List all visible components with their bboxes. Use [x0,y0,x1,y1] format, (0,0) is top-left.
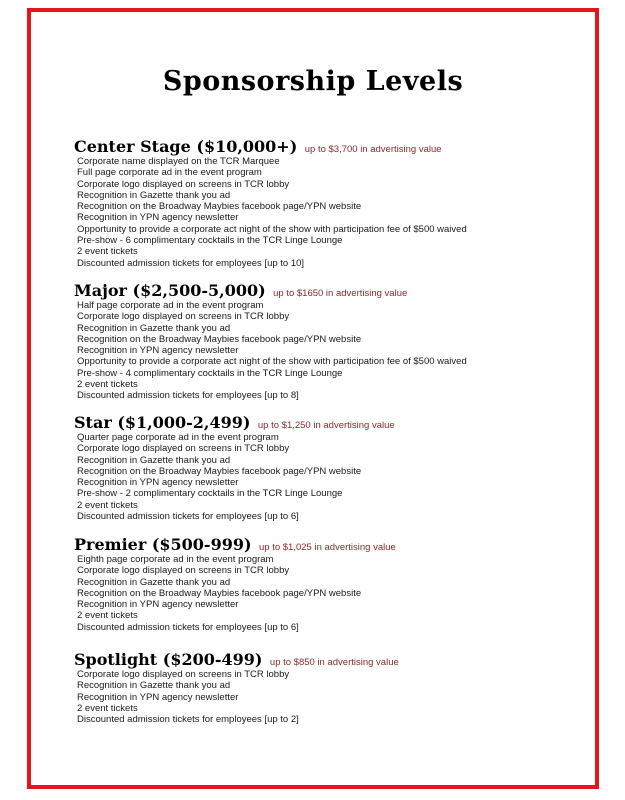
level-heading [74,413,587,432]
benefit-item: Recognition in Gazette thank you ad [77,189,231,201]
benefit-item: Discounted admission tickets for employees [up to 8] [77,390,299,402]
document-page [27,8,599,789]
benefit-item: Full page corporate ad in the event program [77,167,262,179]
benefit-item: Discounted admission tickets for employees [up to 6] [77,621,299,633]
sponsorship-level-center-stage [74,137,587,269]
benefit-item: Recognition in YPN agency newsletter [77,691,239,703]
level-heading [74,650,587,669]
benefit-item: Recognition on the Broadway Maybies facebook page/YPN website [77,201,362,213]
benefit-list [74,432,587,522]
benefit-item: Recognition in Gazette thank you ad [77,576,231,588]
level-name: Premier ($500-999) [74,535,252,554]
benefit-item: Opportunity to provide a corporate act night of the show with participation fee of $500 waived [77,223,467,235]
benefit-item: Recognition in YPN agency newsletter [77,477,239,489]
benefit-item: Quarter page corporate ad in the event program [77,432,279,443]
benefit-item: Corporate logo displayed on screens in TCR lobby [77,311,290,323]
benefit-item: Eighth page corporate ad in the event program [77,554,274,565]
page-title: Sponsorship Levels [162,66,464,97]
benefit-item: Corporate logo displayed on screens in TCR lobby [77,443,290,455]
level-advertising-value: up to $1650 in advertising value [273,288,408,299]
benefit-item: Corporate name displayed on the TCR Marquee [77,156,280,167]
level-name: Major ($2,500-5,000) [74,281,266,300]
benefit-item: Recognition in Gazette thank you ad [77,454,231,466]
benefit-item: Pre-show - 6 complimentary cocktails in the TCR Linge Lounge [77,235,343,247]
benefit-list [74,554,587,633]
sponsorship-level-star [74,413,587,522]
level-heading [74,281,587,300]
benefit-item: Corporate logo displayed on screens in TCR lobby [77,178,290,190]
level-name: Star ($1,000-2,499) [74,413,251,432]
benefit-item: 2 event tickets [77,499,138,511]
benefit-item: 2 event tickets [77,246,138,258]
level-heading [74,535,587,554]
level-advertising-value: up to $3,700 in advertising value [304,144,442,155]
benefit-item: Recognition on the Broadway Maybies facebook page/YPN website [77,587,362,599]
benefit-list [74,300,587,402]
benefit-item: Pre-show - 4 complimentary cocktails in the TCR Linge Lounge [77,367,343,379]
benefit-item: Discounted admission tickets for employees [up to 6] [77,511,299,523]
benefit-list [74,156,587,269]
sponsorship-level-major [74,281,587,402]
level-advertising-value: up to $1,250 in advertising value [257,420,395,431]
benefit-item: Discounted admission tickets for employees [up to 10] [77,257,305,269]
benefit-item: Recognition in Gazette thank you ad [77,680,231,692]
benefit-item: Pre-show - 2 complimentary cocktails in the TCR Linge Lounge [77,488,343,500]
benefit-item: 2 event tickets [77,379,138,391]
sponsorship-level-premier [74,535,587,633]
level-name: Spotlight ($200-499) [74,650,263,669]
level-name: Center Stage ($10,000+) [74,137,298,156]
benefit-item: Discounted admission tickets for employees [up to 2] [77,714,299,726]
benefit-item: Half page corporate ad in the event program [77,300,264,311]
level-advertising-value: up to $1,025 in advertising value [259,542,396,553]
level-heading [74,137,587,156]
benefit-item: Opportunity to provide a corporate act night of the show with participation fee of $500 waived [77,356,467,368]
benefit-item: Corporate logo displayed on screens in TCR lobby [77,565,290,577]
benefit-item: Recognition on the Broadway Maybies facebook page/YPN website [77,333,362,345]
benefit-item: Recognition in YPN agency newsletter [77,345,239,357]
benefit-item: 2 event tickets [77,610,138,622]
benefit-item: Recognition on the Broadway Maybies facebook page/YPN website [77,465,362,477]
benefit-list [74,669,587,725]
level-advertising-value: up to $850 in advertising value [269,657,399,668]
benefit-item: Recognition in Gazette thank you ad [77,322,231,334]
benefit-item: Recognition in YPN agency newsletter [77,212,239,224]
benefit-item: 2 event tickets [77,702,138,714]
benefit-item: Recognition in YPN agency newsletter [77,599,239,611]
benefit-item: Corporate logo displayed on screens in TCR lobby [77,669,290,680]
sponsorship-level-spotlight [74,650,587,725]
